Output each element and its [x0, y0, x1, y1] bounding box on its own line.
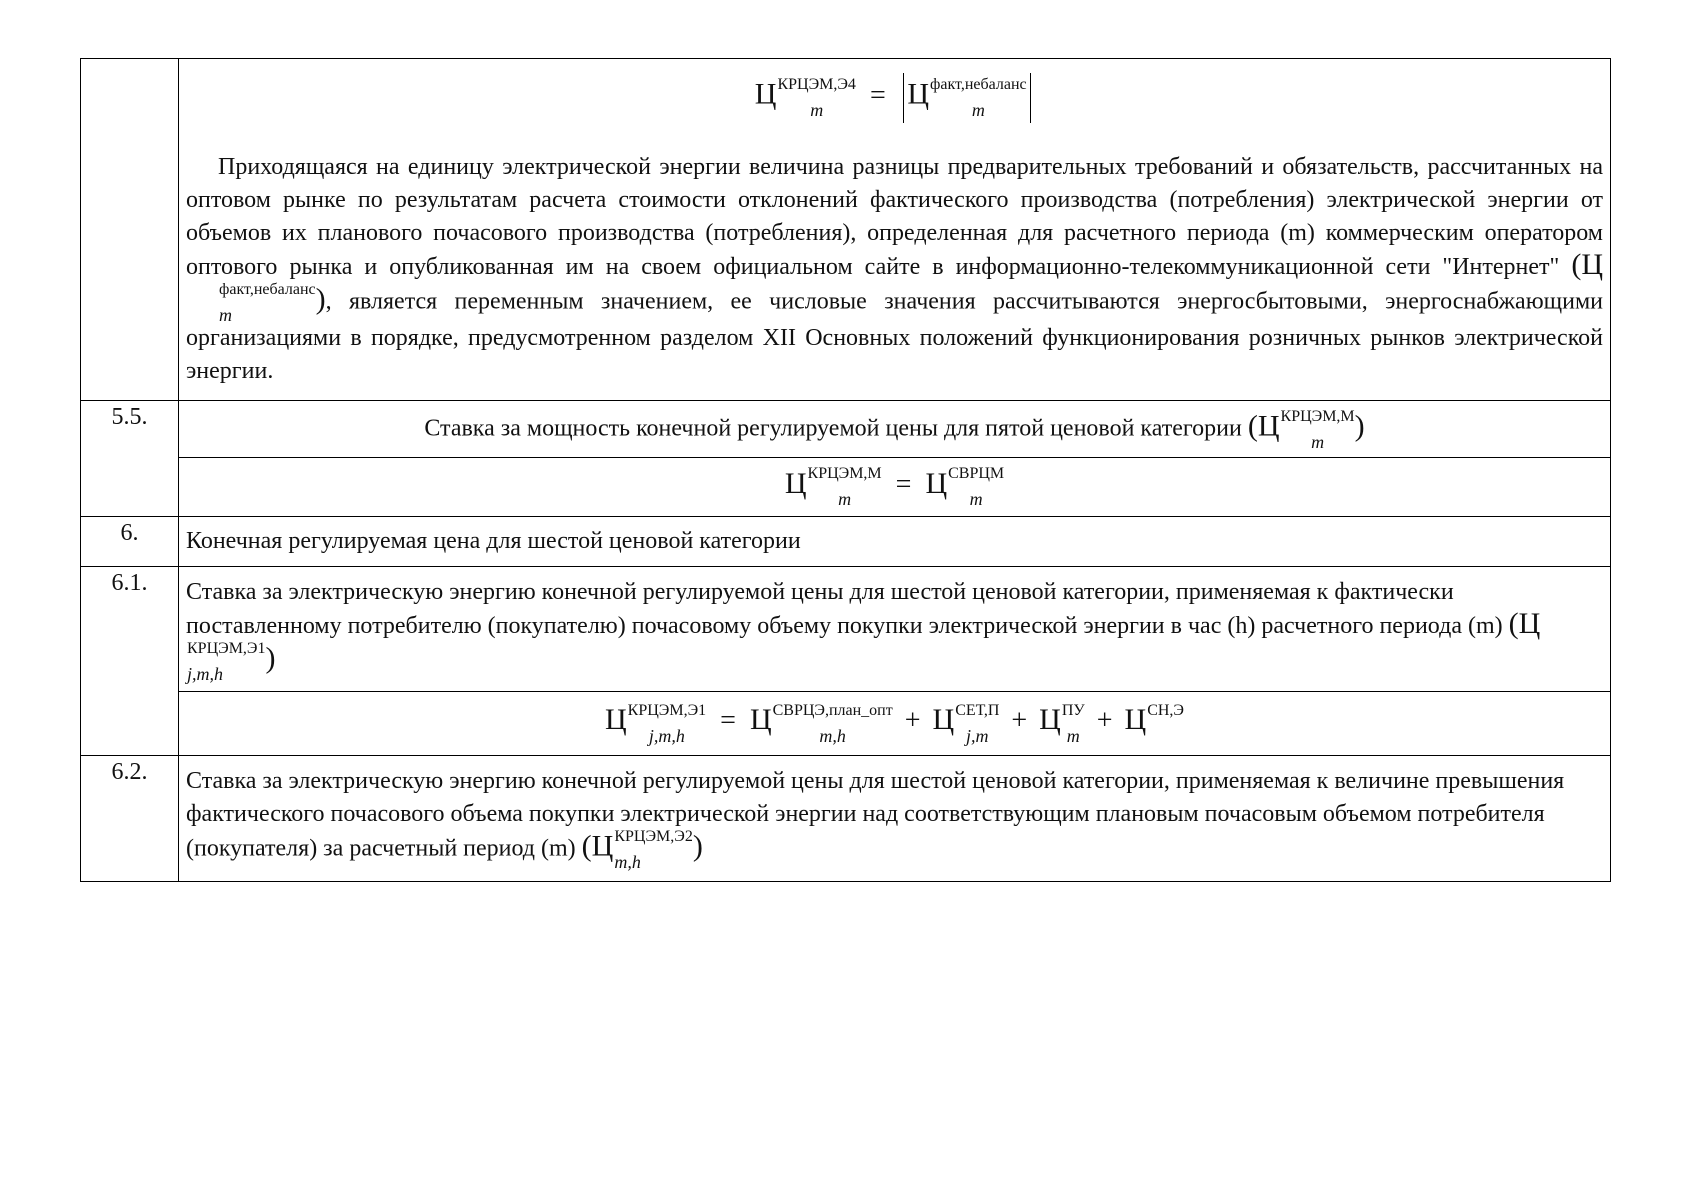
table-row-5-5: [81, 401, 1611, 458]
regulation-table: [80, 58, 1611, 882]
table-row-6-2: [81, 755, 1611, 881]
row-content-continuation: [179, 59, 1611, 401]
row-number-6: 6.: [81, 517, 179, 567]
abs-bar-right: [1030, 73, 1032, 123]
table-row-6-1-formula: [81, 692, 1611, 755]
row-number-5-5: 5.5.: [81, 401, 179, 517]
row-number-empty: [81, 59, 179, 401]
table-row-6: [81, 517, 1611, 567]
table-row-continuation: [81, 59, 1611, 401]
row-number-6-1: 6.1.: [81, 567, 179, 755]
price-symbol: Ц: [754, 77, 777, 111]
formula-krcem-e4: Ц КРЦЭМ,Э4 m = Ц факт,небаланс m: [186, 59, 1603, 123]
formula-krcem-e1: Ц КРЦЭМ,Э1 j,m,h = Ц СВРЦЭ,план_опт m,h + Ц СЕТ,П j,m + Ц ПУ m + Ц СН,Э: [179, 692, 1611, 755]
row-text-6-2: Ставка за электрическую энергию конечной регулируемой цены для шестой ценовой категории, применяемая к величине превышения фактического почасового объема покупки электрической энергии над соответствующим плановым почасовым объемом потребителя (покупателя) за расчетный период (m) (Ц КРЦЭМ,Э2 m,h ): [179, 755, 1611, 881]
definition-paragraph: Приходящаяся на единицу электрической энергии величина разницы предварительных требований и обязательств, рассчитанных на оптовом рынке по результатам расчета стоимости отклонений фактического производства (потребления) электрической энергии от объемов их планового почасового производства (потребления), определенная для расчетного периода (m) коммерческим оператором оптового рынка и опубликованная им на своем официальном сайте в информационно-телекоммуникационной сети "Интернет" (Ц факт,небаланс m ), является переменным значением, ее числовые значения рассчитываются энергосбытовыми, энергоснабжающими организациями в порядке, предусмотренном разделом XII Основных положений функционирования розничных рынков электрической энергии.: [186, 154, 1604, 384]
table-row-6-1: [81, 567, 1611, 692]
price-symbol: Ц: [907, 77, 929, 111]
row-title-5-5: Ставка за мощность конечной регулируемой цены для пятой ценовой категории (Ц КРЦЭМ,М m ): [179, 401, 1611, 458]
row-number-6-2: 6.2.: [81, 755, 179, 881]
row-text-6-1: Ставка за электрическую энергию конечной регулируемой цены для шестой ценовой категории, применяемая к фактически поставленному потребителю (покупателю) почасовому объему покупки электрической энергии в час (h) расчетного периода (m) (Ц КРЦЭМ,Э1 j,m,h ): [179, 567, 1611, 692]
row-title-6: Конечная регулируемая цена для шестой ценовой категории: [179, 517, 1611, 567]
formula-krcem-m: Ц КРЦЭМ,М m = Ц СВРЦМ m: [179, 458, 1611, 517]
table-row-5-5-formula: [81, 458, 1611, 517]
abs-bar-left: [903, 73, 905, 123]
